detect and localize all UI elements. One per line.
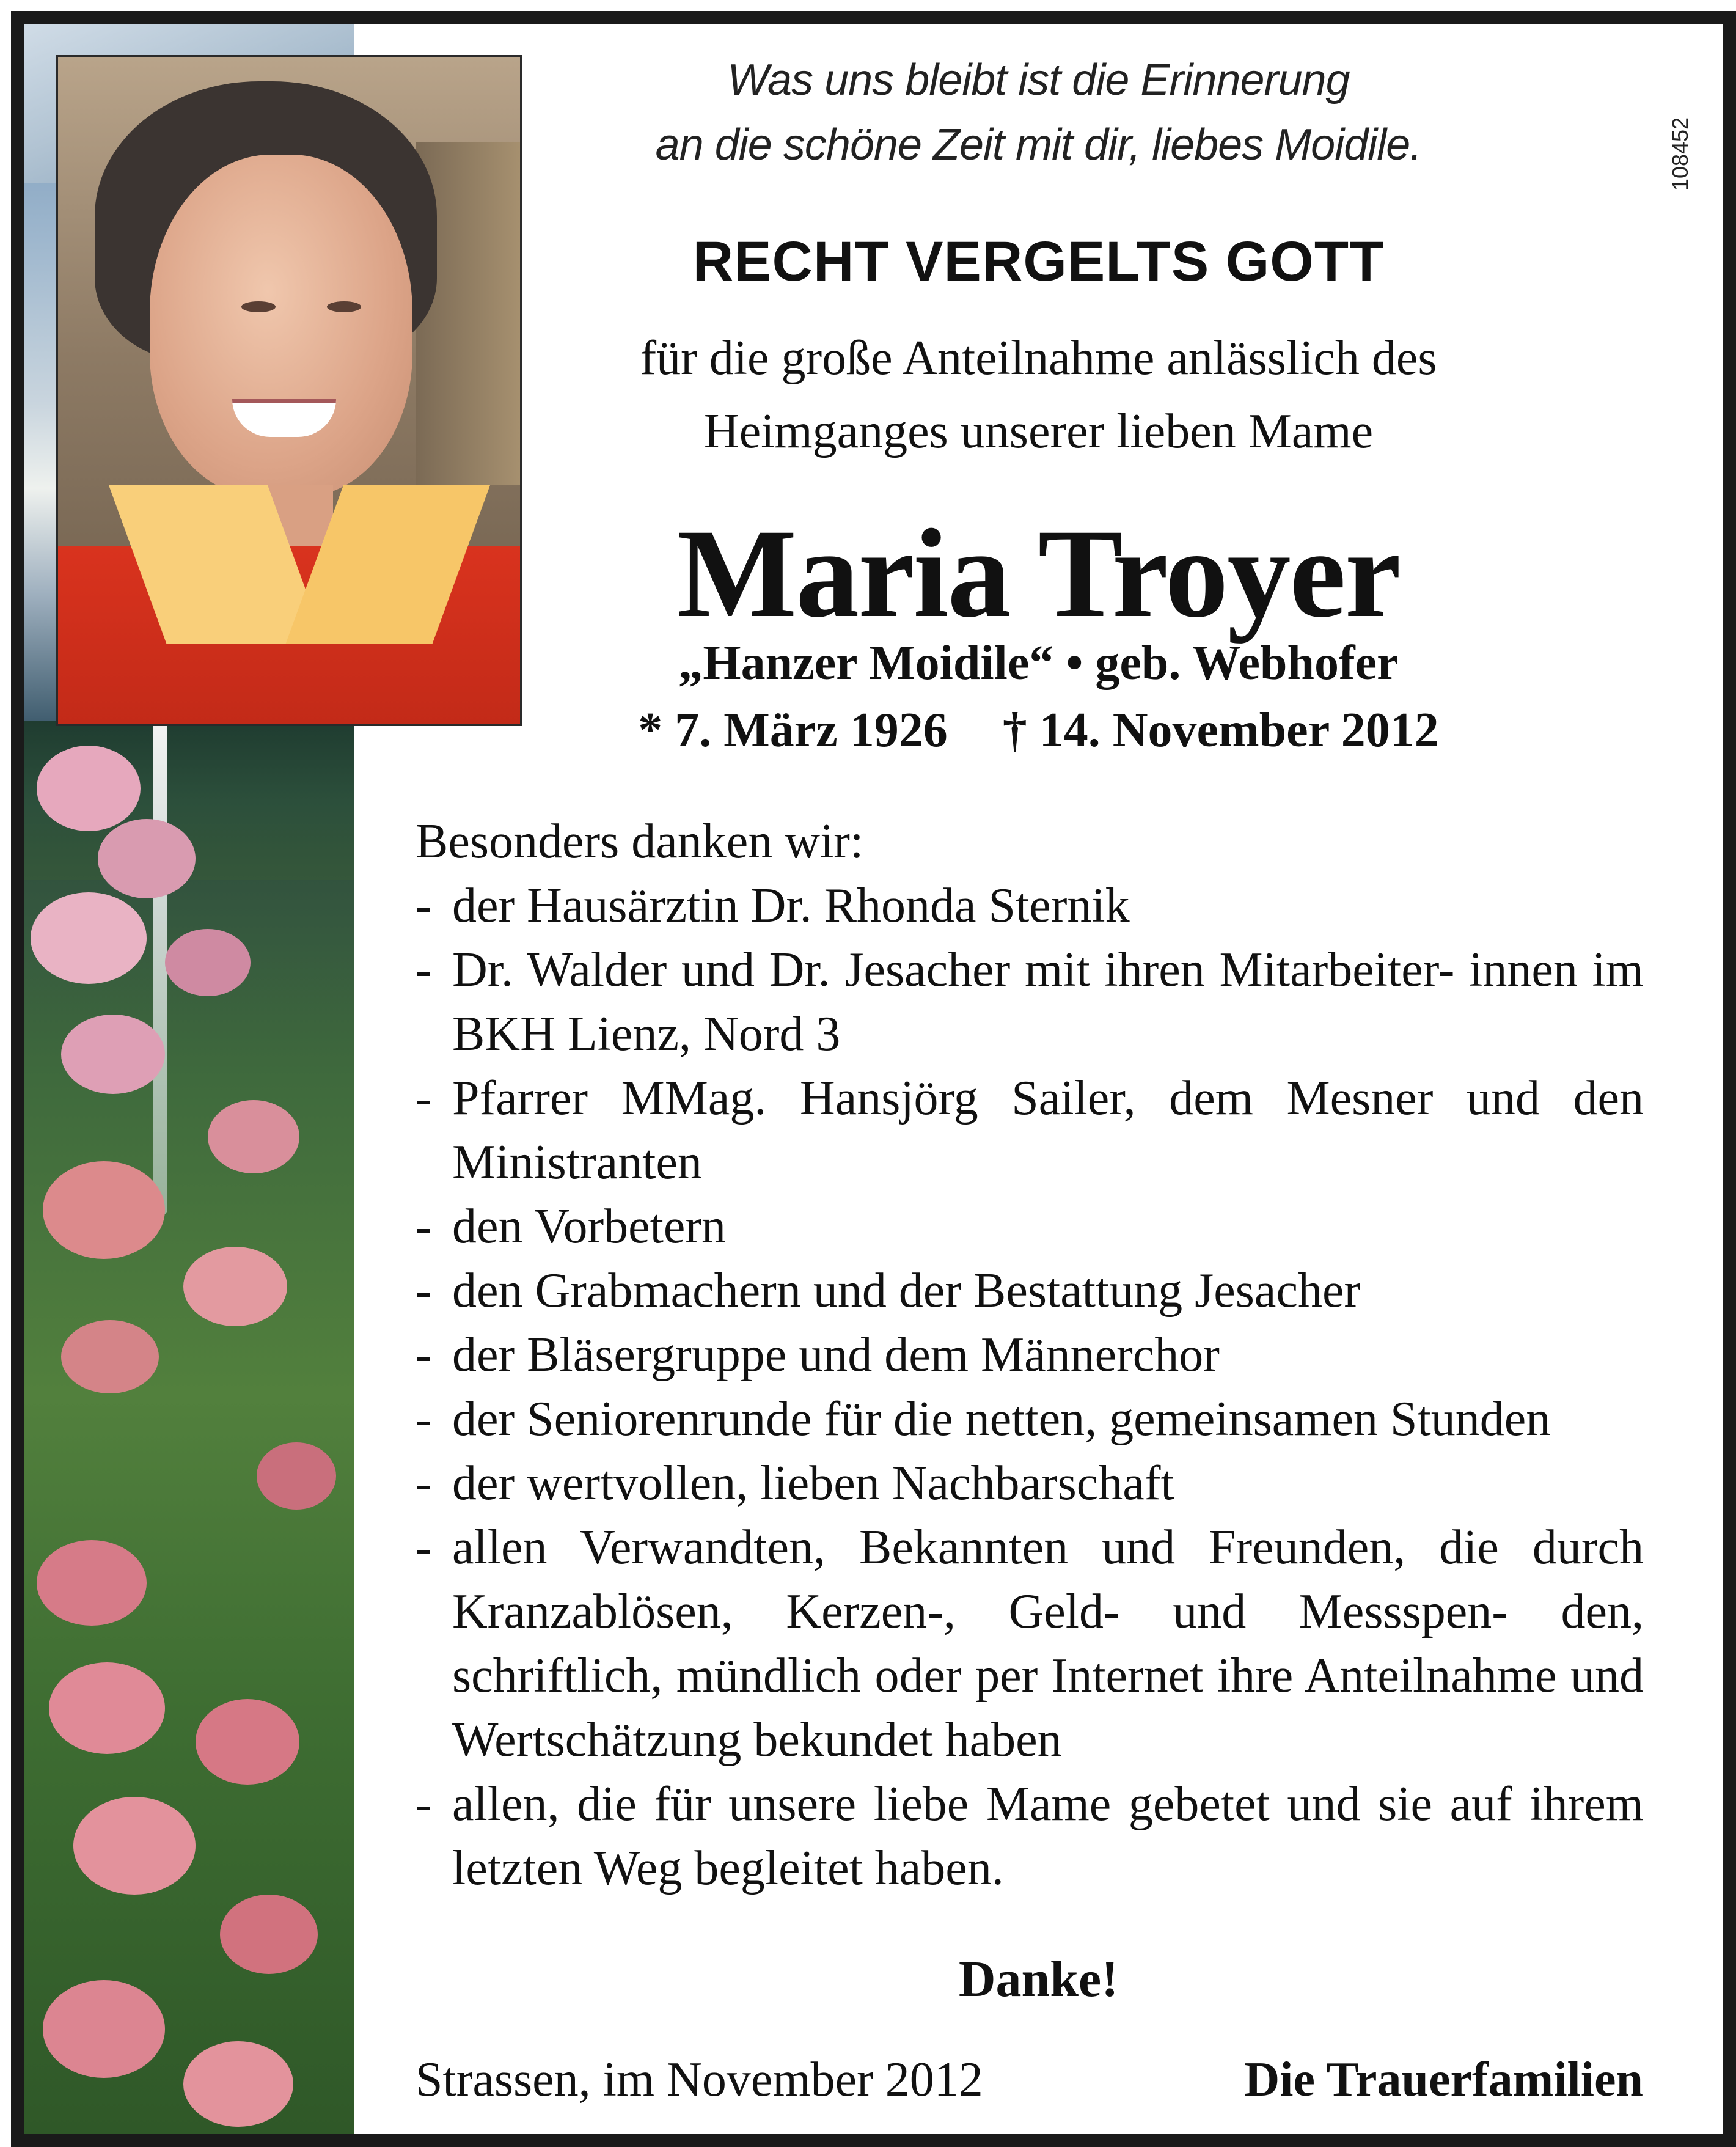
- blossom: [61, 1320, 159, 1393]
- blossom: [43, 1980, 165, 2078]
- list-item: - der Bläsergruppe und dem Männerchor: [416, 1323, 1644, 1387]
- blossom: [61, 1015, 165, 1094]
- list-item: - den Grabmachern und der Bestattung Jesacher: [416, 1259, 1644, 1323]
- thanks-list: [416, 874, 1644, 1901]
- list-item: - den Vorbetern: [416, 1195, 1644, 1259]
- signature: Die Trauerfamilien: [1244, 2053, 1643, 2107]
- blossom: [37, 746, 141, 831]
- list-item: - Pfarrer MMag. Hansjörg Sailer, dem Mesner und den Ministranten: [416, 1066, 1644, 1195]
- closing-thanks: Danke!: [958, 1951, 1119, 2008]
- death-date: † 14. November 2012: [1002, 703, 1439, 757]
- thanks-heading: RECHT VERGELTS GOTT: [692, 230, 1385, 293]
- intro-line-1: für die große Anteilnahme anlässlich des: [640, 331, 1437, 385]
- list-item: - der Hausärztin Dr. Rhonda Sternik: [416, 874, 1644, 938]
- blossom: [98, 819, 196, 898]
- thanks-intro: Besonders danken wir:: [416, 815, 864, 868]
- blossom: [220, 1895, 318, 1974]
- memorial-quote: [354, 48, 1723, 177]
- thanks-section: [416, 810, 1644, 1901]
- blossom: [196, 1699, 299, 1785]
- list-item: - Dr. Walder und Dr. Jesacher mit ihren Mitarbeiter- innen im BKH Lienz, Nord 3: [416, 938, 1644, 1066]
- blossom: [43, 1161, 165, 1259]
- intro-text: [354, 321, 1723, 468]
- life-dates: [354, 697, 1723, 764]
- blossom: [183, 1247, 287, 1326]
- blossom: [37, 1540, 147, 1626]
- deceased-name: Maria Troyer: [676, 503, 1401, 644]
- blossom: [165, 929, 251, 996]
- blossom: [257, 1442, 336, 1510]
- blossom: [49, 1662, 165, 1754]
- nickname-line: „Hanzer Moidile“ • geb. Webhofer: [678, 636, 1399, 690]
- birth-date: * 7. März 1926: [638, 703, 948, 757]
- blossom: [31, 892, 147, 984]
- intro-line-2: Heimganges unserer lieben Mame: [703, 405, 1374, 458]
- blossom: [183, 2041, 293, 2127]
- obituary-frame: [11, 11, 1736, 2147]
- list-item: - der wertvollen, lieben Nachbarschaft: [416, 1452, 1644, 1516]
- quote-line-1: Was uns bleibt ist die Erinnerung: [727, 56, 1350, 105]
- place-date: Strassen, im November 2012: [416, 2053, 983, 2107]
- blossom: [208, 1100, 299, 1173]
- list-item: - allen, die für unsere liebe Mame gebetet und sie auf ihrem letzten Weg begleitet haben.: [416, 1772, 1644, 1901]
- list-item: - der Seniorenrunde für die netten, gemeinsamen Stunden: [416, 1387, 1644, 1452]
- quote-line-2: an die schöne Zeit mit dir, liebes Moidile.: [655, 120, 1422, 169]
- obituary-text-column: [354, 24, 1723, 2134]
- portrait-eye-left: [241, 301, 276, 312]
- list-item: - allen Verwandten, Bekannten und Freunden, die durch Kranzablösen, Kerzen-, Geld- und Messspen- den, schriftlich, mündlich oder per Internet ihre Anteilnahme und Wertschätzung bekundet haben: [416, 1516, 1644, 1772]
- blossom: [73, 1797, 196, 1895]
- ad-id-text: 108452: [1668, 117, 1693, 191]
